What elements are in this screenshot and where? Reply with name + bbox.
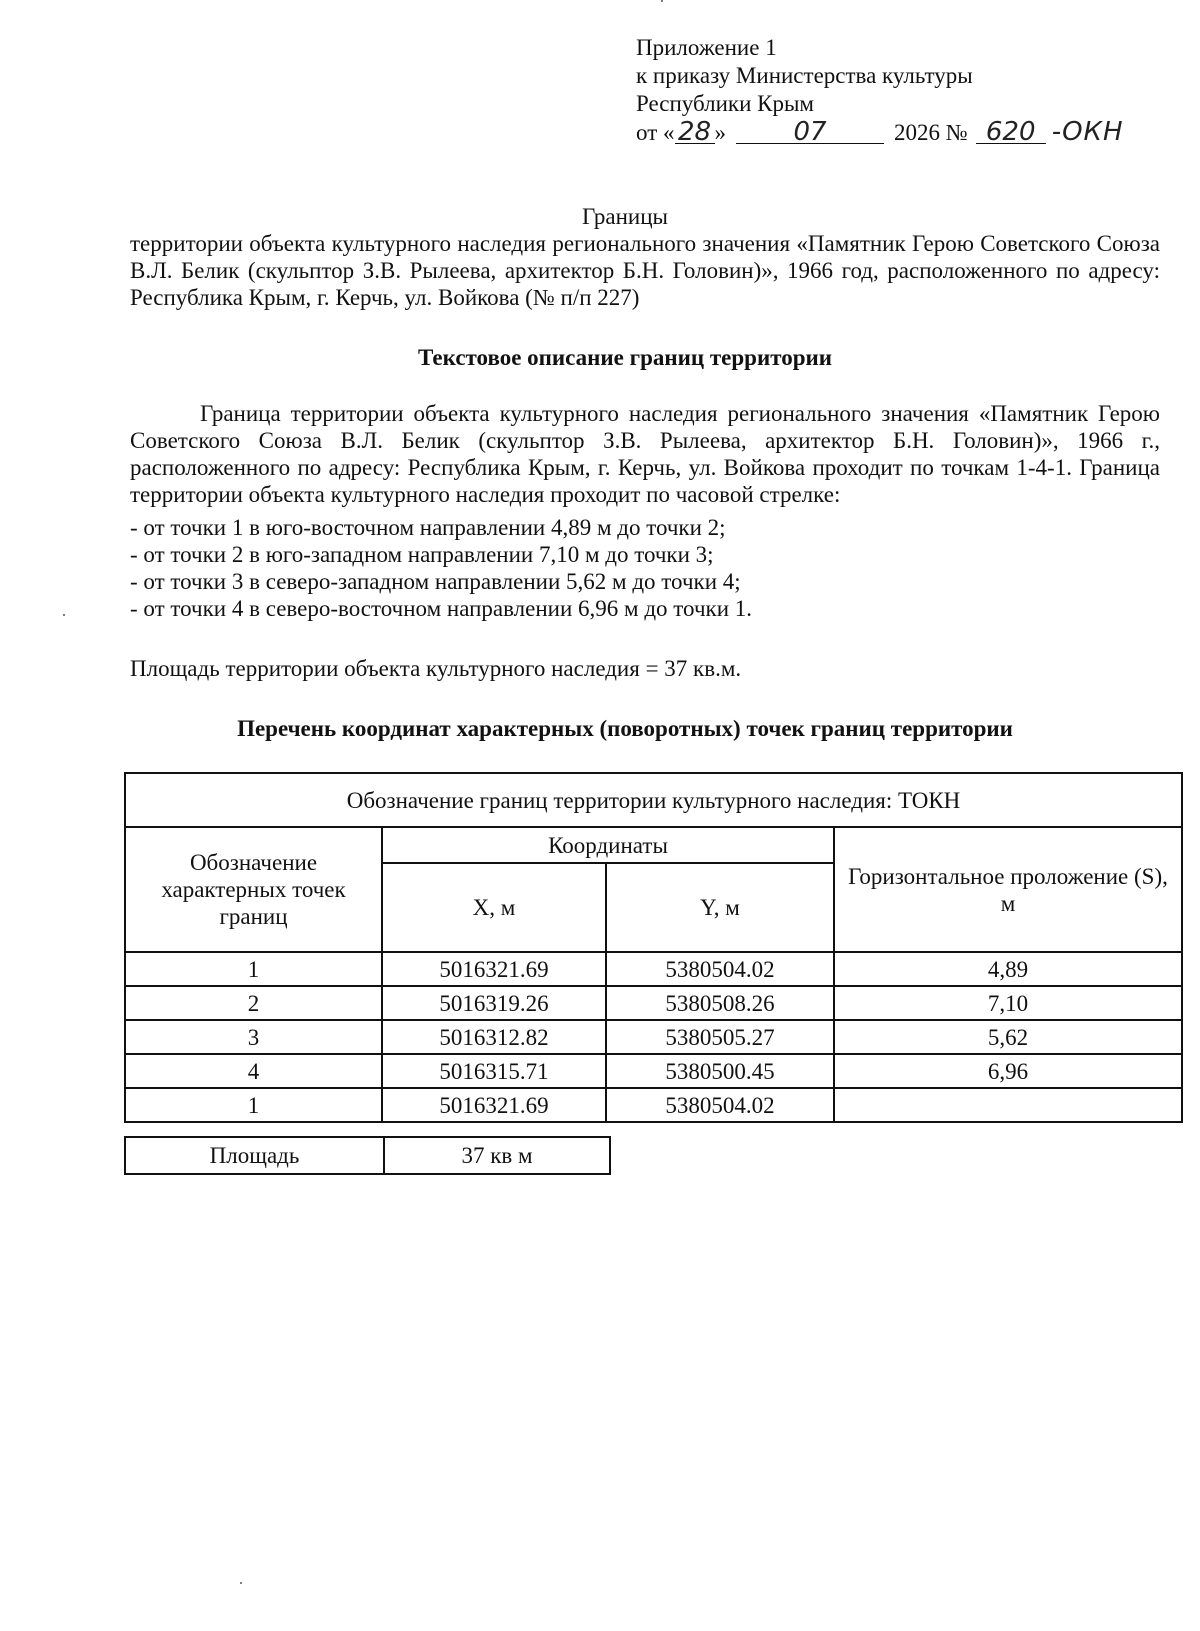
section-heading-coordinates: Перечень координат характерных (поворотных) точек границ территории [237, 716, 1013, 741]
appendix-republic: Республики Крым [636, 91, 814, 116]
handwritten-day: 28 [675, 121, 715, 144]
document-title: Границы [582, 204, 668, 229]
list-item: - от точки 4 в северо-восточном направлении 6,96 м до точки 1. [130, 596, 752, 621]
area-label: Площадь [125, 1137, 384, 1174]
document-subtitle: территории объекта культурного наследия регионального значения «Памятник Герою Советского Союза В.Л. Белик (скульптор З.В. Рылеева, архитектор Б.Н. Головин)», 1966 год, расположенного по адресу: Республика Крым, г. Керчь, ул. Войкова (№ п/п 227) [130, 231, 1160, 310]
cell-s [834, 1088, 1182, 1122]
appendix-number: Приложение 1 [636, 35, 777, 60]
cell-s: 6,96 [834, 1054, 1182, 1088]
boundary-segments-list [130, 514, 752, 622]
table-row [125, 952, 1182, 986]
table-row [125, 1088, 1182, 1122]
table-caption: Обозначение границ территории культурного наследия: ТОКН [125, 773, 1182, 827]
header-points: Обозначение характерных точек границ [125, 827, 382, 952]
date-year: 2026 № [894, 120, 968, 145]
cell-y: 5380504.02 [606, 952, 834, 986]
cell-y: 5380504.02 [606, 1088, 834, 1122]
scan-speck [240, 1582, 242, 1584]
cell-y: 5380505.27 [606, 1020, 834, 1054]
cell-y: 5380508.26 [606, 986, 834, 1020]
cell-y: 5380500.45 [606, 1054, 834, 1088]
order-date-line [636, 118, 1124, 147]
cell-x: 5016321.69 [382, 952, 606, 986]
cell-x: 5016315.71 [382, 1054, 606, 1088]
list-item: - от точки 3 в северо-западном направлении 5,62 м до точки 4; [130, 569, 741, 594]
table-row [125, 986, 1182, 1020]
handwritten-month: 07 [736, 121, 884, 144]
cell-point: 1 [125, 952, 382, 986]
cell-point: 3 [125, 1020, 382, 1054]
appendix-order-ref: к приказу Министерства культуры [636, 63, 973, 88]
cell-s: 7,10 [834, 986, 1182, 1020]
area-table [124, 1136, 611, 1175]
cell-x: 5016321.69 [382, 1088, 606, 1122]
section-heading-description: Текстовое описание границ территории [417, 345, 833, 370]
area-statement: Площадь территории объекта культурного наследия = 37 кв.м. [130, 656, 742, 681]
header-x: X, м [382, 863, 606, 952]
cell-point: 2 [125, 986, 382, 1020]
boundary-description: Граница территории объекта культурного наследия регионального значения «Памятник Герою Советского Союза В.Л. Белик (скульптор З.В. Рылеева, архитектор Б.Н. Головин)», 1966 г., расположенного по адресу: Республика Крым, г. Керчь, ул. Войкова проходит по точкам 1-4-1. Граница территории объекта культурного наследия проходит по часовой стрелке: [130, 401, 1160, 507]
table-row [125, 1054, 1182, 1088]
cell-s: 5,62 [834, 1020, 1182, 1054]
scan-speck [63, 614, 65, 616]
cell-point: 1 [125, 1088, 382, 1122]
cell-point: 4 [125, 1054, 382, 1088]
handwritten-order-suffix: -ОКН [1051, 117, 1124, 147]
header-coordinates: Координаты [382, 827, 834, 863]
scan-speck [661, 0, 663, 2]
cell-s: 4,89 [834, 952, 1182, 986]
list-item: - от точки 1 в юго-восточном направлении 4,89 м до точки 2; [130, 515, 726, 540]
header-horizontal-distance: Горизонтальное проложение (S), м [834, 827, 1182, 952]
table-row [125, 1020, 1182, 1054]
list-item: - от точки 2 в юго-западном направлении 7,10 м до точки 3; [130, 542, 714, 567]
cell-x: 5016312.82 [382, 1020, 606, 1054]
coordinates-table [124, 772, 1183, 1123]
area-value: 37 кв м [384, 1137, 610, 1174]
cell-x: 5016319.26 [382, 986, 606, 1020]
handwritten-order-number: 620 [976, 121, 1046, 144]
date-mid: » [714, 120, 726, 145]
appendix-header [636, 34, 1124, 147]
header-y: Y, м [606, 863, 834, 952]
date-prefix: от « [636, 120, 675, 145]
